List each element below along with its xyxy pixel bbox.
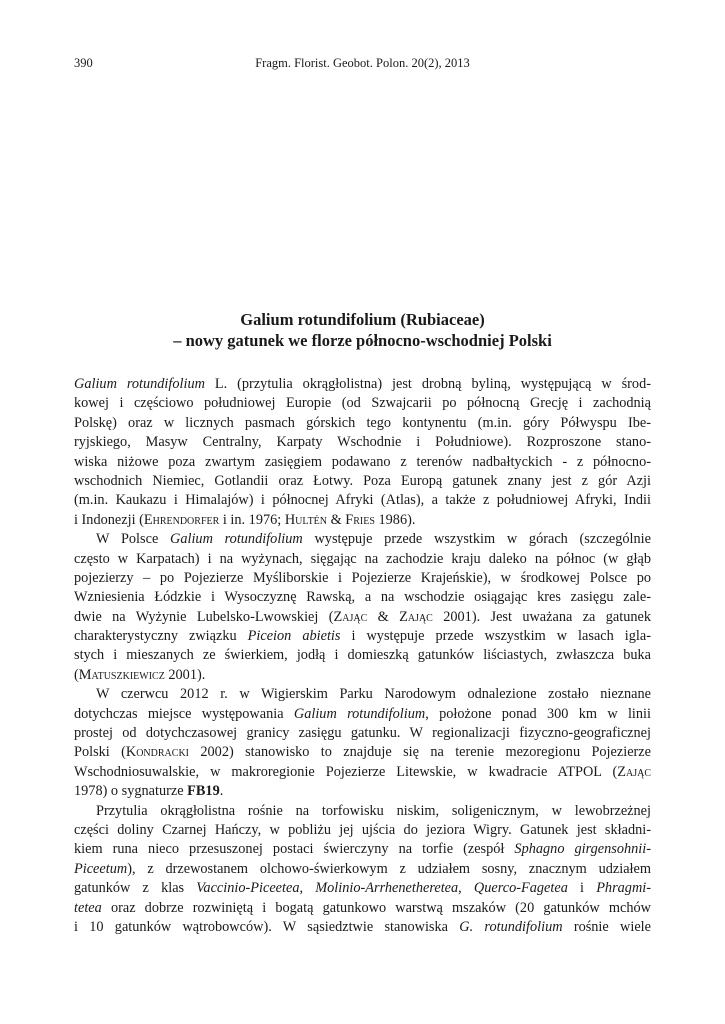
syntaxon-name: Piceetum [74, 860, 128, 877]
text-span: gatunków z klas [74, 880, 197, 897]
syntaxon-name: Piceion abietis [247, 628, 341, 645]
syntaxon-name: Sphagno girgensohnii- [514, 841, 652, 858]
species-name: G. rotundifolium [459, 918, 563, 935]
text-line [74, 511, 651, 530]
text-span: W Polsce [96, 531, 171, 548]
text-span: 2001). [164, 666, 206, 683]
text-line [74, 899, 651, 918]
text-line [74, 608, 651, 627]
text-span: . [219, 783, 224, 800]
text-span: ), z drzewostanem olchowo-świerkowym z udziałem sosny, znacznym udziałem [127, 860, 651, 877]
text-line: Wzniesienia Łódzkie i Wysoczyznę Rawską, a na wschodzie osiągając kres zasięgu zale- [74, 589, 651, 606]
text-line: W czerwcu 2012 r. w Wigierskim Parku Narodowym odnalezione zostało nieznane [96, 686, 651, 703]
author-citation: Zając [617, 763, 651, 780]
text-line [74, 705, 651, 724]
text-span: dwie na Wyżynie Lubelsko-Lwowskiej ( [74, 608, 334, 625]
text-line [74, 879, 651, 898]
page-number: 390 [74, 56, 93, 70]
text-span: 2002) stanowisko to znajduje się na terenie mezoregionu Pojezierze [189, 744, 651, 761]
text-span: Polski ( [74, 744, 126, 761]
text-line [74, 743, 651, 762]
title-line-1: Galium rotundifolium (Rubiaceae) [240, 310, 485, 329]
text-span: , [458, 880, 474, 897]
text-line: części doliny Czarnej Hańczy, w pobliżu jej ujścia do jeziora Wigry. Gatunek jest składni- [74, 821, 651, 838]
text-span: 1978) o sygnaturze [74, 783, 188, 800]
text-span: oraz dobrze rozwiniętą i bogatą gatunkowo warstwą mszaków (20 gatunków mchów [101, 899, 651, 916]
author-citation: Hultén [284, 511, 328, 528]
text-line: ryjskiego, Masyw Centralny, Karpaty Wschodnie i Południowe). Rozproszone stano- [74, 434, 651, 451]
text-span: ( [74, 666, 79, 683]
syntaxon-name: Phragmi- [596, 880, 652, 897]
author-citation: Kondracki [125, 744, 189, 761]
text-line: Przytulia okrągłolistna rośnie na torfowisku niskim, soligenicznym, w lewobrzeżnej [96, 802, 651, 819]
text-line [74, 860, 651, 879]
author-citation: Fries [345, 511, 375, 528]
text-span: rośnie wiele [562, 918, 651, 935]
text-span: występuje przede wszystkim w górach (szczególnie [302, 531, 651, 548]
text-span: kiem runa nieco przesuszonej postaci świerczyny na torfie (zespół [74, 841, 515, 858]
text-span: i Indonezji ( [74, 511, 144, 528]
text-line: wiska niżowe poza zwartym zasięgiem podawano z terenów nadbałtyckich - z północno- [74, 453, 651, 470]
text-span: i występuje przede wszystkim w lasach igla- [340, 628, 651, 645]
atpol-code: FB19 [187, 783, 220, 800]
text-span: 2001). Jest uważana za gatunek [432, 608, 651, 625]
text-span: dotychczas miejsce występowania [74, 705, 294, 722]
journal-citation: Fragm. Florist. Geobot. Polon. 20(2), 2013 [255, 56, 470, 70]
article-body [74, 375, 651, 937]
text-line: kowej i częściowo południowej Europie (od Szwajcarii po północną Grecję i zachodnią [74, 395, 651, 412]
text-span: , [299, 880, 316, 897]
syntaxon-name: Querco-Fagetea [473, 880, 568, 897]
text-span: i in. 1976; [219, 511, 285, 528]
text-line [74, 918, 651, 937]
text-line: wschodnich Niemiec, Gotlandii oraz Łotwy. Poza Europą gatunek znany jest z gór Azji [74, 472, 651, 489]
text-line: prostej od dotychczasowej granicy zasięgu gatunku. W regionalizacji fizyczno-geograficznej [74, 725, 651, 742]
text-line [74, 375, 651, 394]
text-line [74, 763, 651, 782]
text-span: & [367, 608, 400, 625]
text-line [74, 840, 651, 859]
author-citation: Ehrendorfer [143, 511, 220, 528]
text-line [74, 782, 651, 801]
article-title [74, 309, 651, 351]
text-span: charakterystyczny związku [74, 628, 248, 645]
text-line: pojezierzy – po Pojezierze Myśliborskie i Pojezierze Krajeńskie), w środkowej Polsce po [74, 569, 651, 586]
author-citation: Matuszkiewicz [78, 666, 165, 683]
syntaxon-name: Vaccinio-Piceetea [196, 880, 300, 897]
species-name: Galium rotundifolium [293, 705, 426, 722]
text-line: stych i mieszanych ze świerkiem, jodłą i domieszką gatunków liściastych, zwłaszcza buka [74, 647, 651, 664]
author-citation: Zając [333, 608, 368, 625]
text-line: często w Karpatach) i na wyżynach, sięgając na zachodzie kraju daleko na północ (w głąb [74, 550, 651, 567]
text-span: Wschodniosuwalskie, w makroregionie Pojezierze Litewskie, w kwadracie ATPOL ( [74, 763, 618, 780]
text-line [74, 666, 651, 685]
text-line: Polskę) oraz w licznych pasmach górskich tego kontynentu (m.in. góry Półwyspu Ibe- [74, 414, 651, 431]
text-span: , położone ponad 300 km w linii [425, 705, 651, 722]
text-span: i 10 gatunków wątrobowców). W sąsiedztwie stanowiska [74, 918, 460, 935]
text-line [74, 627, 651, 646]
author-citation: Zając [399, 608, 433, 625]
text-line: (m.in. Kaukazu i Himalajów) i północnej Afryki (Atlas), a także z południowej Afryki, Indii [74, 492, 651, 509]
text-span: 1986). [374, 511, 416, 528]
title-line-2: – nowy gatunek we florze północno-wschodniej Polski [173, 331, 552, 350]
text-span: L. (przytulia okrągłolistna) jest drobną byliną, występującą w środ- [204, 376, 651, 392]
text-line [74, 530, 651, 549]
syntaxon-name: Molinio-Arrhenetheretea [315, 880, 459, 897]
species-name: Galium rotundifolium [170, 531, 303, 548]
syntaxon-name: tetea [74, 899, 102, 916]
text-span: & [327, 511, 346, 528]
species-name: Galium rotundifolium [74, 376, 205, 392]
text-span: i [567, 880, 597, 897]
